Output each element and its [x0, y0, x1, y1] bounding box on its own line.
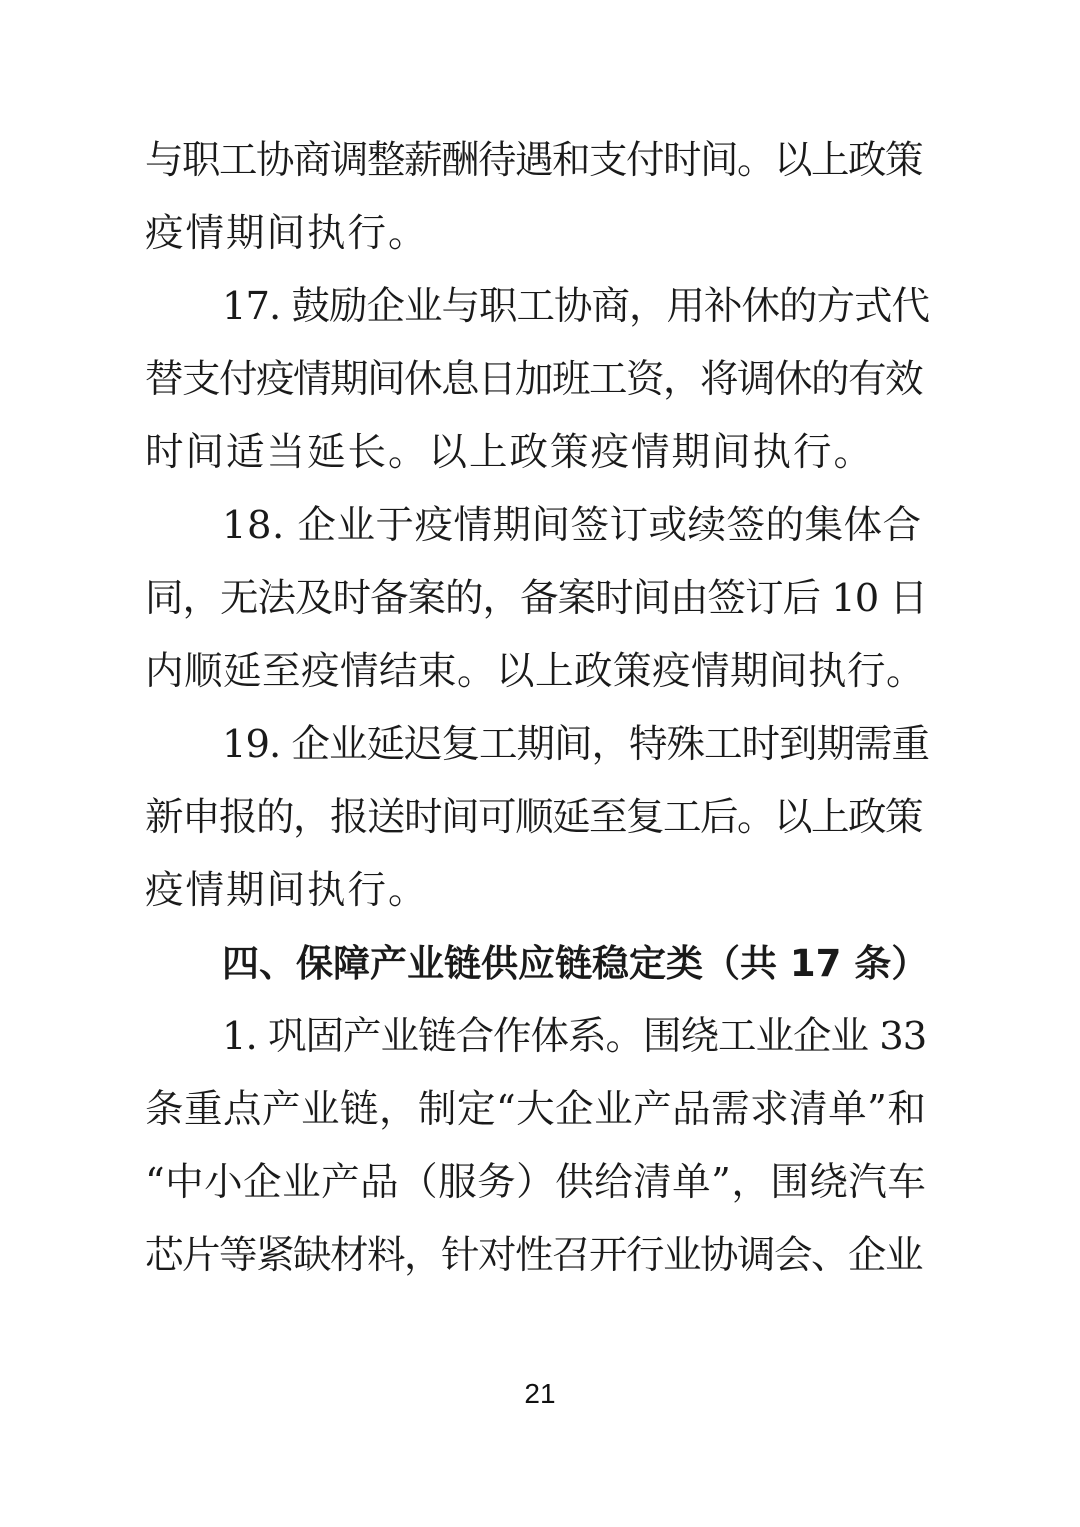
text-line: 条重点产业链，制定“大企业产品需求清单”和: [145, 1087, 927, 1132]
section-heading: 四、保障产业链供应链稳定类（共 17 条）: [222, 942, 929, 985]
text-line: 替支付疫情期间休息日加班工资，将调休的有效: [145, 357, 923, 402]
item-1-line: 1. 巩固产业链合作体系。围绕工业企业 33: [222, 1014, 927, 1059]
text-line: 芯片等紧缺材料，针对性召开行业协调会、企业: [145, 1233, 923, 1278]
text-line: 同，无法及时备案的，备案时间由签订后 10 日: [145, 576, 927, 621]
text-line: “中小企业产品（服务）供给清单”，围绕汽车: [145, 1160, 927, 1205]
item-19-line: 19. 企业延迟复工期间，特殊工时到期需重: [222, 722, 929, 767]
item-17-line: 17. 鼓励企业与职工协商，用补休的方式代: [222, 284, 929, 329]
text-line: 疫情期间执行。: [145, 868, 429, 913]
text-line: 与职工协商调整薪酬待遇和支付时间。以上政策: [145, 138, 923, 183]
page-number: 21: [524, 1378, 556, 1409]
item-18-line: 18. 企业于疫情期间签订或续签的集体合: [222, 503, 922, 548]
body-text: [145, 124, 930, 1292]
text-line: 疫情期间执行。: [145, 211, 429, 256]
text-line: 内顺延至疫情结束。以上政策疫情期间执行。: [145, 649, 926, 694]
text-line: 时间适当延长。以上政策疫情期间执行。: [145, 430, 875, 475]
text-line: 新申报的，报送时间可顺延至复工后。以上政策: [145, 795, 923, 840]
